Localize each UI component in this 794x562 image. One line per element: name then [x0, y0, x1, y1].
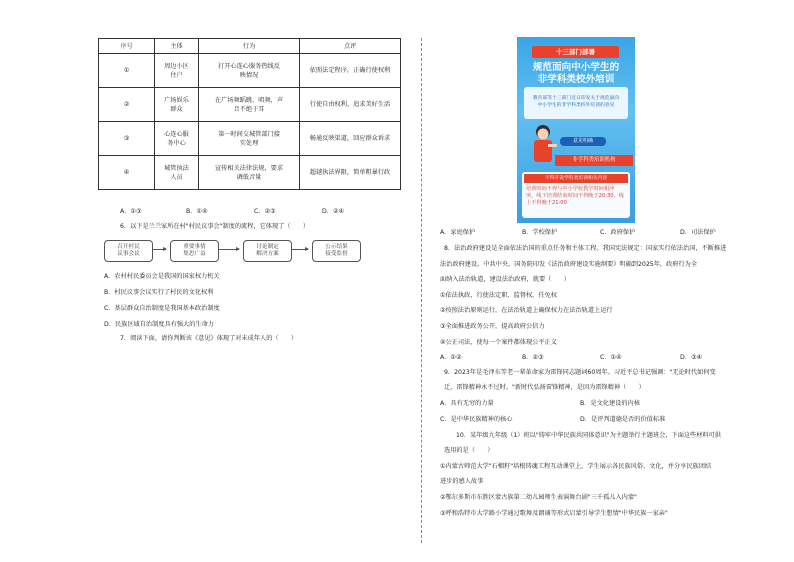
table-cell: 广场娱乐 群众: [155, 88, 199, 122]
q8-option[interactable]: D．③④: [680, 354, 703, 361]
q7-option[interactable]: C．政府保护: [600, 229, 636, 236]
table-cell: 周边小区 住户: [155, 54, 199, 88]
poster-box-head: 不得开设学科类培训相关内容: [524, 174, 628, 183]
poster-tag: 十三部门部署: [532, 46, 619, 58]
column-divider: [421, 38, 422, 543]
q5-option[interactable]: A．①③: [120, 208, 142, 215]
arrow-right-icon: [219, 249, 239, 250]
table-row: [99, 88, 401, 122]
table-cell: 打开心连心服务热线反 映情况: [199, 54, 300, 88]
poster-box-text: 培训时间不得与中小学校教学时间相冲 突，线下培训结束时间不得晚于20:30，线 上不得晚于21:00: [526, 186, 624, 206]
table-header: 行为: [199, 39, 300, 54]
table-cell: 心连心服 务中心: [155, 122, 199, 156]
q8-item: ③全面推进政务公开，提高政府公信力: [440, 323, 545, 330]
q7-option[interactable]: B．学校保护: [522, 229, 558, 236]
q8-item: ②按照法治原则运行，在法治轨道上确保权力在法治轨道上运行: [440, 307, 613, 314]
q5-option[interactable]: C．②③: [254, 208, 276, 215]
q10-item: 进步的感人故事: [440, 478, 484, 485]
table-row: [99, 122, 401, 156]
q8-option[interactable]: B．②③: [522, 354, 544, 361]
poster-notice: 教育部等十三部门近日印发关于规范面向 中小学生的非学科类校外培训的意见: [524, 87, 628, 119]
q8-option[interactable]: C．①④: [600, 354, 622, 361]
table-header-row: [99, 39, 401, 54]
table-header: 主体: [155, 39, 199, 54]
arrow-right-icon: [292, 249, 308, 250]
q9-option[interactable]: B．是文化建设的内核: [580, 400, 640, 407]
q6-stem: 6．以下是兰兰家所在村"村民议事会"制度的流程，它体现了（ ）: [120, 223, 310, 230]
q6-option[interactable]: C．基层群众自治制度是我国基本政治制度: [104, 305, 220, 312]
q7-option[interactable]: A．家庭保护: [440, 229, 476, 236]
q9-stem: 9．2023年是毛泽东等老一辈革命家为雷锋同志题词60周年。习近平总书记强调："无论时代如何变: [444, 369, 716, 376]
table-cell: 城管执法 人员: [155, 156, 199, 190]
q9-option[interactable]: D．是评判道德是否的价值标准: [580, 416, 666, 423]
flow-step: 公示结果 接受监督: [312, 240, 361, 262]
table-cell: ④: [99, 156, 155, 190]
table-header: 序号: [99, 39, 155, 54]
q10-item: ①内蒙古师范大学"石榴籽"培根铸魂工程互动课堂上，学生展示各民族风俗、文化，并分享民族团结: [440, 463, 712, 470]
q10-stem: 10．某年级九年级（1）班以"铸牢中华民族共同体意识"为主题举行主题班会，下面这些材料可供: [456, 432, 721, 439]
flow-step: 讨论制定 解决方案: [243, 240, 292, 262]
flow-step: 召开村民 议事会议: [104, 240, 153, 262]
table-header: 点评: [300, 39, 401, 54]
q5-option[interactable]: D．②④: [322, 208, 345, 215]
comparison-table: [98, 38, 401, 190]
table-cell: ②: [99, 88, 155, 122]
poster-title: 非学科类校外培训: [537, 74, 615, 85]
q7-stem: 7．阅读下面，请你判断该《意见》体现了对未成年人的（ ）: [120, 335, 298, 342]
arrow-right-icon: [153, 249, 166, 250]
table-cell: ③: [99, 122, 155, 156]
q6-option[interactable]: B．村民议事会议实行了村民的文化权利: [104, 289, 214, 296]
table-row: [99, 156, 401, 190]
table-row: [99, 54, 401, 88]
q8-stem: 8．法治政府建设是全面依法治国的重点任务和主体工程。我国宪法规定：国家实行依法治国，不断推进: [444, 245, 727, 252]
teacher-illustration-icon: [528, 122, 558, 170]
q7-option[interactable]: D．司法保护: [680, 229, 716, 236]
table-cell: 依照法定程序，正确行使权利: [300, 54, 401, 88]
table-cell: 在广场舞蹈跳、唱舞，声 音不绝于耳: [199, 88, 300, 122]
q9-option[interactable]: A．具有无穷的力量: [440, 400, 494, 407]
table-cell: 超越执法界限，简单粗暴行政: [300, 156, 401, 190]
q5-option[interactable]: B．①④: [186, 208, 208, 215]
q10-item: ③呼和浩特市大学路小学通过歌舞及朗诵等形式启蒙引导学生想情"中华民族一家亲": [440, 510, 668, 517]
q8-item: ④公正司法，使每一个案件都体现公平正义: [440, 339, 557, 346]
q9-option[interactable]: C．是中华民族精神的核心: [440, 416, 513, 423]
flow-step: 重要事情 集思广益: [170, 240, 219, 262]
q8-stem: 面纳入法治轨道，建设法治政府，就要（ ）: [440, 276, 570, 283]
poster-button: 意见明确: [560, 137, 606, 146]
q8-item: ①依法执政，行使法定职、监督权，任免权: [440, 292, 557, 299]
q9-stem: 迁，雷锋精神永不过时。"新时代弘扬雷锋精神，是因为雷锋精神（ ）: [444, 384, 645, 391]
q8-stem: 法治政府建设。中共中央、国务院印发《法治政府建设实施纲要》明确到2025年，政府行为全: [440, 261, 698, 268]
q6-option[interactable]: A．农村村民委员会是我国的国家权力机关: [104, 273, 220, 280]
q6-option[interactable]: D．民族区域自治制度具有强大的生命力: [104, 321, 214, 328]
poster-band: 非学科类培训机构: [555, 155, 633, 166]
table-cell: ①: [99, 54, 155, 88]
table-cell: 畅通反映渠道，回应群众诉求: [300, 122, 401, 156]
q8-option[interactable]: A．①②: [440, 354, 462, 361]
table-cell: 第一时间交城管部门接 实处理: [199, 122, 300, 156]
table-cell: 行使自由权利、追求美好生活: [300, 88, 401, 122]
q10-item: ②鄂尔多斯市东胜区蒙古族第二幼儿园师生表演舞台剧"三千孤儿入内蒙": [440, 494, 637, 501]
poster-title: 规范面向中小学生的: [532, 62, 620, 73]
table-cell: 宣传相关法律法规，要求 调低音量: [199, 156, 300, 190]
q10-stem: 选用的是（ ）: [444, 447, 494, 454]
